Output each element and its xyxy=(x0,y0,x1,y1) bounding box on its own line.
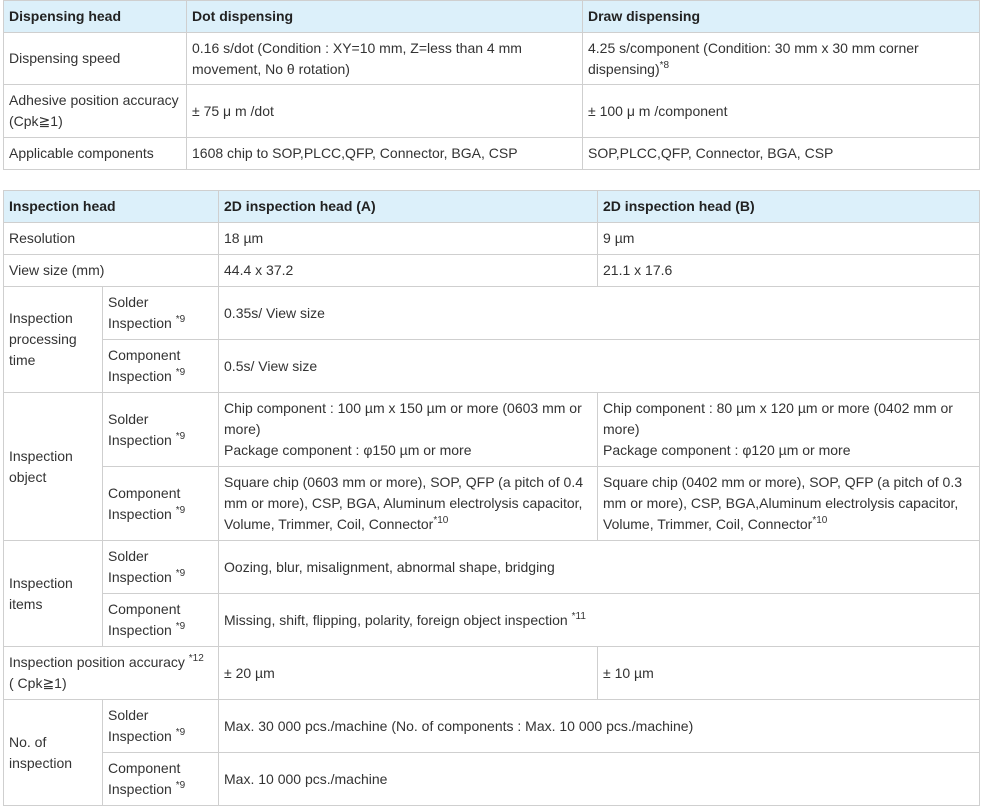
value-object-solder-a xyxy=(219,393,598,467)
label-dispensing-speed: Dispensing speed xyxy=(4,33,187,85)
value-draw-accuracy: ± 100 μ m /component xyxy=(583,85,980,138)
label-inspection-items: Inspection items xyxy=(4,541,103,647)
row-object-component xyxy=(4,467,980,541)
dispensing-header-row xyxy=(4,1,980,33)
row-processing-solder xyxy=(4,287,980,340)
footnote-9: *9 xyxy=(175,621,186,632)
sublabel-items-component xyxy=(103,594,219,647)
value-items-solder: Oozing, blur, misalignment, abnormal shape, bridging xyxy=(219,541,980,594)
sublabel-text: Component Inspection xyxy=(108,760,181,797)
inspection-header-row xyxy=(4,191,980,223)
footnote-9: *9 xyxy=(175,314,186,325)
footnote-9: *9 xyxy=(175,504,186,516)
value-processing-component: 0.5s/ View size xyxy=(219,340,980,393)
value-line: Chip component : 80 µm x 120 µm or more (0402 mm or more) xyxy=(603,400,953,437)
row-object-solder xyxy=(4,393,980,467)
value-line: Chip component : 100 µm x 150 µm or more (0603 mm or more) xyxy=(224,400,582,437)
footnote-9: *9 xyxy=(175,430,186,442)
label-resolution: Resolution xyxy=(4,223,219,255)
header-dispensing-head: Dispensing head xyxy=(4,1,187,33)
value-object-solder-b xyxy=(598,393,980,467)
footnote-12: *12 xyxy=(188,653,204,664)
value-draw-components: SOP,PLCC,QFP, Connector, BGA, CSP xyxy=(583,138,980,170)
value-object-component-b xyxy=(598,467,980,541)
sublabel-text: Component Inspection xyxy=(108,484,181,522)
sublabel-processing-component xyxy=(103,340,219,393)
sublabel-count-solder xyxy=(103,700,219,753)
header-2d-head-a: 2D inspection head (A) xyxy=(219,191,598,223)
inspection-spec-table xyxy=(3,190,980,806)
footnote-10: *10 xyxy=(812,515,828,526)
value-dot-components: 1608 chip to SOP,PLCC,QFP, Connector, BGA, CSP xyxy=(187,138,583,170)
label-position-accuracy xyxy=(4,647,219,700)
label-applicable-components: Applicable components xyxy=(4,138,187,170)
dispensing-spec-table xyxy=(3,0,980,170)
value-position-accuracy-b: ± 10 µm xyxy=(598,647,980,700)
value-view-size-b: 21.1 x 17.6 xyxy=(598,255,980,287)
value-draw-speed-text: 4.25 s/component (Condition: 30 mm x 30 mm corner dispensing) xyxy=(588,39,919,77)
sublabel-object-solder xyxy=(103,393,219,467)
label-adhesive-accuracy: Adhesive position accuracy (Cpk≧1) xyxy=(4,85,187,138)
value-dot-accuracy: ± 75 μ m /dot xyxy=(187,85,583,138)
sublabel-text: Solder Inspection xyxy=(108,294,172,331)
value-resolution-a: 18 µm xyxy=(219,223,598,255)
sublabel-items-solder xyxy=(103,541,219,594)
label-view-size: View size (mm) xyxy=(4,255,219,287)
sublabel-processing-solder xyxy=(103,287,219,340)
value-object-component-a xyxy=(219,467,598,541)
label-inspection-object: Inspection object xyxy=(4,393,103,541)
value-text: Square chip (0402 mm or more), SOP, QFP (a pitch of 0.3 mm or more), CSP, BGA,Aluminum electrolysis capacitor, Volume, Trimmer, Coil, Connector xyxy=(603,474,962,532)
value-count-component: Max. 10 000 pcs./machine xyxy=(219,753,980,806)
footnote-9: *9 xyxy=(175,727,186,738)
value-resolution-b: 9 µm xyxy=(598,223,980,255)
sublabel-count-component xyxy=(103,753,219,806)
row-view-size xyxy=(4,255,980,287)
label-no-of-inspection: No. of inspection xyxy=(4,700,103,806)
sublabel-text: Component Inspection xyxy=(108,347,181,384)
row-processing-component xyxy=(4,340,980,393)
value-line: Package component : φ150 µm or more xyxy=(224,442,472,458)
sublabel-text: Component Inspection xyxy=(108,601,181,638)
header-draw-dispensing: Draw dispensing xyxy=(583,1,980,33)
footnote-9: *9 xyxy=(175,367,186,378)
header-dot-dispensing: Dot dispensing xyxy=(187,1,583,33)
row-position-accuracy xyxy=(4,647,980,700)
value-count-solder: Max. 30 000 pcs./machine (No. of components : Max. 10 000 pcs./machine) xyxy=(219,700,980,753)
row-adhesive-accuracy xyxy=(4,85,980,138)
value-text: Square chip (0603 mm or more), SOP, QFP (a pitch of 0.4 mm or more), CSP, BGA, Aluminum electrolysis capacitor, Volume, Trimmer, Coil, Connector xyxy=(224,474,583,532)
value-text: Missing, shift, flipping, polarity, foreign object inspection xyxy=(224,611,568,628)
label-text: Inspection position accuracy xyxy=(9,654,185,670)
value-processing-solder: 0.35s/ View size xyxy=(219,287,980,340)
footnote-11: *11 xyxy=(571,610,586,622)
value-view-size-a: 44.4 x 37.2 xyxy=(219,255,598,287)
row-items-solder xyxy=(4,541,980,594)
sublabel-text: Solder Inspection xyxy=(108,548,172,585)
row-applicable-components xyxy=(4,138,980,170)
value-line: Package component : φ120 µm or more xyxy=(603,442,851,458)
header-2d-head-b: 2D inspection head (B) xyxy=(598,191,980,223)
value-draw-speed xyxy=(583,33,980,85)
label-text: ( Cpk≧1) xyxy=(9,675,67,691)
row-count-component xyxy=(4,753,980,806)
value-position-accuracy-a: ± 20 µm xyxy=(219,647,598,700)
footnote-9: *9 xyxy=(175,780,186,791)
sublabel-text: Solder Inspection xyxy=(108,410,172,448)
footnote-10: *10 xyxy=(433,515,449,526)
footnote-9: *9 xyxy=(175,568,186,579)
row-count-solder xyxy=(4,700,980,753)
row-resolution xyxy=(4,223,980,255)
sublabel-text: Solder Inspection xyxy=(108,707,172,744)
header-inspection-head: Inspection head xyxy=(4,191,219,223)
label-processing-time: Inspection processing time xyxy=(4,287,103,393)
value-items-component xyxy=(219,594,980,647)
row-items-component xyxy=(4,594,980,647)
footnote-8: *8 xyxy=(659,59,670,71)
row-dispensing-speed xyxy=(4,33,980,85)
value-dot-speed: 0.16 s/dot (Condition : XY=10 mm, Z=less than 4 mm movement, No θ rotation) xyxy=(187,33,583,85)
sublabel-object-component xyxy=(103,467,219,541)
